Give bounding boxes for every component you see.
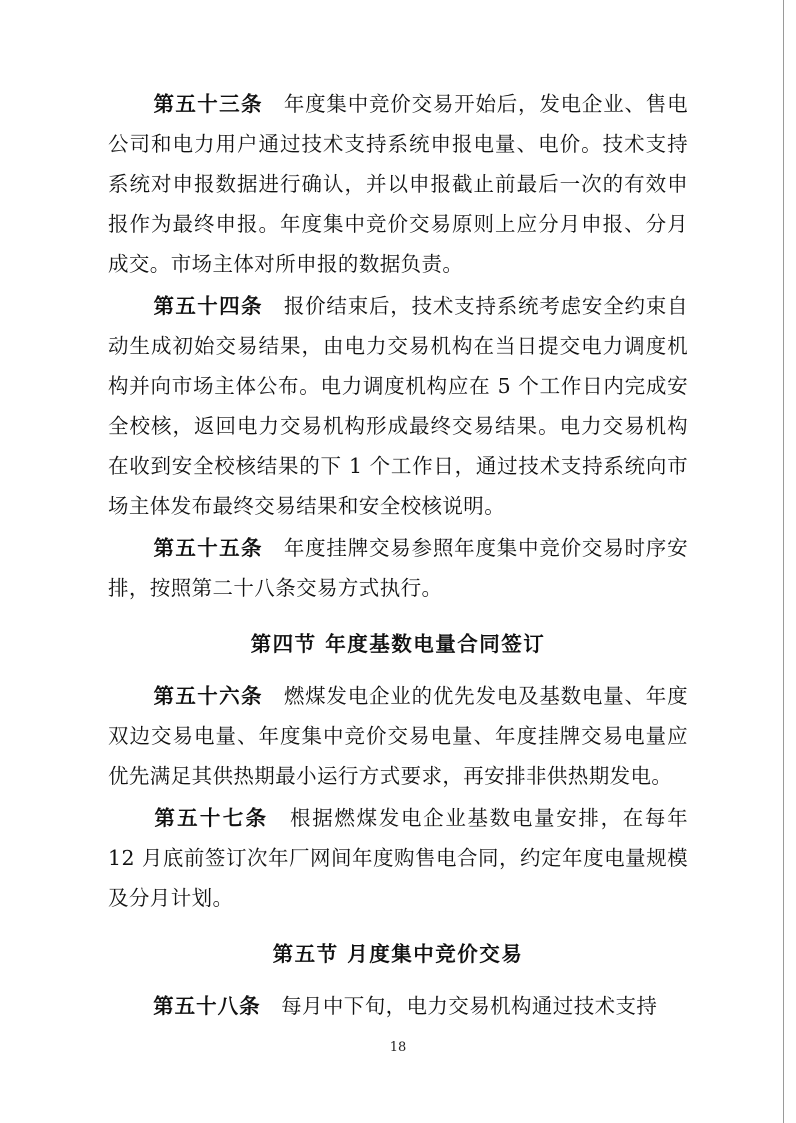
article-label: 第五十四条 — [153, 294, 263, 318]
article-label: 第五十五条 — [153, 536, 263, 560]
article-label: 第五十八条 — [153, 994, 261, 1018]
section-heading: 第四节 年度基数电量合同签订 — [250, 632, 546, 656]
article-paragraph — [108, 286, 688, 526]
article-label: 第五十六条 — [153, 684, 263, 708]
article-paragraph — [108, 84, 688, 284]
article-paragraph — [108, 798, 688, 918]
page-number: 18 — [389, 1040, 407, 1055]
article-label: 第五十七条 — [153, 806, 269, 830]
article-paragraph — [108, 676, 688, 796]
page-content — [108, 84, 688, 1028]
article-paragraph — [108, 986, 688, 1026]
section-heading: 第五节 月度集中竞价交易 — [272, 942, 524, 966]
article-text: 燃煤发电企业的优先发电及基数电量、年度双边交易电量、年度集中竞价交易电量、年度挂牌交易电量应优先满足其供热期最小运行方式要求，再安排非供热期发电。 — [108, 684, 688, 788]
article-paragraph — [108, 528, 688, 608]
article-text: 根据燃煤发电企业基数电量安排，在每年 12 月底前签订次年厂网间年度购售电合同，约定年度电量规模及分月计划。 — [108, 806, 689, 910]
article-text: 年度集中竞价交易开始后，发电企业、售电公司和电力用户通过技术支持系统申报电量、电价。技术支持系统对申报数据进行确认，并以申报截止前最后一次的有效申报作为最终申报。年度集中竞价交易原则上应分月申报、分月成交。市场主体对所申报的数据负责。 — [108, 92, 688, 276]
article-text: 年度挂牌交易参照年度集中竞价交易时序安排，按照第二十八条交易方式执行。 — [108, 536, 688, 600]
article-text: 报价结束后，技术支持系统考虑安全约束自动生成初始交易结果，由电力交易机构在当日提交电力调度机构并向市场主体公布。电力调度机构应在 5 个工作日内完成安全校核，返回电力交易机构形成最终交易结果。电力交易机构在收到安全校核结果的下 1 个工作日，通过技术支持系统向市场主体发布最终交易结果和安全校核说明。 — [108, 294, 688, 518]
page-edge-rule — [783, 0, 784, 1123]
article-text: 每月中下旬，电力交易机构通过技术支持 — [281, 994, 658, 1018]
article-label: 第五十三条 — [153, 92, 263, 116]
